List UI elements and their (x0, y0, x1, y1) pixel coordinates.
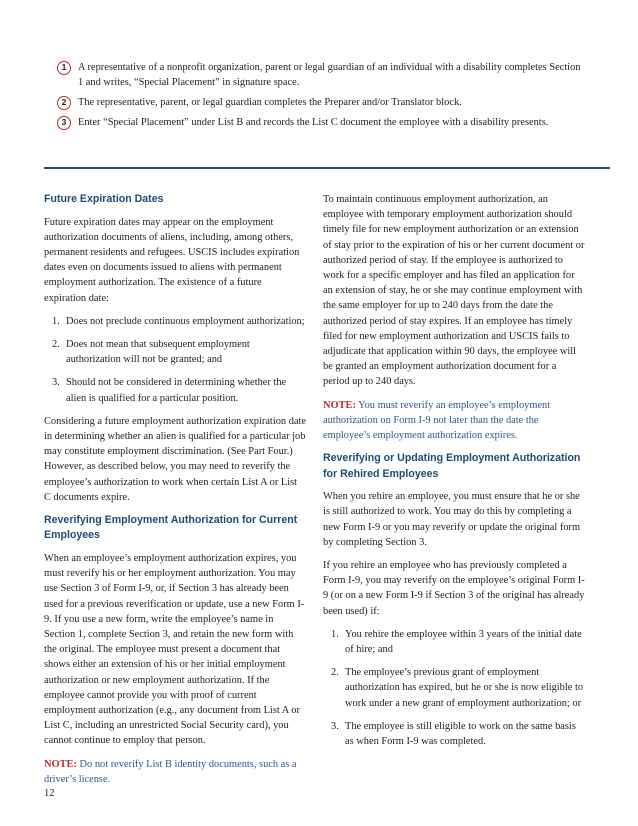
step-text: Enter “Special Placement” under List B and records the List C document the employee with a disability presents. (78, 117, 549, 128)
reverifying-current-body: When an employee’s employment authorization expires, you must reverify his or her employment authorization. You may use Section 3 of Form I-9, or, if Section 3 has already been used for a previous reverification or update, use a new Form I-9. If you use a new form, write the employee’s name in Section 1, complete Section 3, and retain the new form with the original. The employee must present a document that shows either an extension of his or her initial employment authorization or new employment authorization. If the employee cannot provide you with proof of current employment authorization (e.g., any document from List A or List C, including an unrestricted Social Security card), you cannot continue to employ that person. (44, 552, 305, 747)
special-placement-steps (57, 60, 587, 135)
future-expiration-list (44, 314, 306, 406)
future-expiration-intro: Future expiration dates may appear on the employment authorization documents of aliens, including, among others, permanent residents and refugees. USCIS includes expiration dates even on documents issued to aliens with permanent employment authorization. The existence of a future expiration date: (44, 216, 300, 304)
note-label: NOTE: (323, 399, 356, 411)
rehired-employees-body: When you rehire an employee, you must ensure that he or she is still authorized to work. You may do this by completing a new Form I-9 or you may reverify or update the original form by completing Section 3. (323, 491, 581, 548)
list-item: 1. Does not preclude continuous employment authorization; (52, 315, 305, 327)
future-expiration-heading: Future Expiration Dates (44, 193, 164, 205)
step-text: A representative of a nonprofit organization, parent or legal guardian of an individual with a disability completes Section 1 and writes, “Special Placement” in signature space. (78, 62, 581, 88)
list-item: 2. Does not mean that subsequent employment authorization will not be granted; and (52, 338, 250, 366)
step-text: The representative, parent, or legal guardian completes the Preparer and/or Translator block. (78, 97, 462, 108)
page-number: 12 (44, 788, 55, 799)
step-2 (57, 95, 587, 110)
list-item: 3. The employee is still eligible to work on the same basis as when Form I-9 was completed. (331, 720, 576, 748)
note-list-b (44, 757, 306, 787)
list-item: 3. Should not be considered in determining whether the alien is qualified for a particular position. (52, 377, 287, 404)
step-number-badge: 3 (57, 116, 71, 130)
future-expiration-consideration: Considering a future employment authorization expiration date in determining whether an alien is qualified for a particular job may constitute employment discrimination. (See Part Four.) However, as described below, you may need to reverify the employee’s authorization to work when certain List A or List C documents expire. (44, 415, 306, 503)
note-reverify-deadline (323, 398, 585, 444)
note-text: You must reverify an employee’s employment authorization on Form I-9 not later than the date the employee’s employment authorization expires. (323, 399, 551, 442)
rehired-employees-conditions-intro: If you rehire an employee who has previously completed a Form I-9, you may reverify on the employee’s original Form I-9 (or on a new Form I-9 if Section 3 of the original has already been used) if: (323, 560, 585, 617)
list-item: 1. You rehire the employee within 3 years of the initial date of hire; and (331, 628, 582, 656)
step-3 (57, 115, 587, 130)
note-label: NOTE: (44, 758, 77, 770)
note-text: Do not reverify List B identity documents, such as a driver’s license. (44, 758, 297, 785)
rehired-employees-heading: Reverifying or Updating Employment Authorization for Rehired Employees (323, 452, 581, 480)
section-divider (44, 167, 610, 169)
list-item: 2. The employee’s previous grant of employment authorization has expired, but he or she is now eligible to work under a new grant of employment authorization; or (331, 667, 584, 709)
left-column (44, 192, 306, 795)
step-number-badge: 1 (57, 61, 71, 75)
rehire-conditions-list (323, 627, 585, 749)
continuous-authorization-body: To maintain continuous employment authorization, an employee with temporary employment authorization should timely file for new employment authorization or an extension of stay prior to the expiration of his or her current document or authorized period of stay. If the employee is authorized to work for a specific employer and has filed an application for an extension of stay, he or she may continue employment with the same employer for up to 240 days from the date the authorized period of stay expires. If an employee has timely filed for new employment authorization and USCIS fails to adjudicate that application within 90 days, the employee will be granted an employment authorization document for a period up to 240 days. (323, 194, 585, 388)
reverifying-current-heading: Reverifying Employment Authorization for Current Employees (44, 513, 298, 542)
step-1 (57, 60, 587, 90)
step-number-badge: 2 (57, 96, 71, 110)
right-column (323, 192, 585, 757)
